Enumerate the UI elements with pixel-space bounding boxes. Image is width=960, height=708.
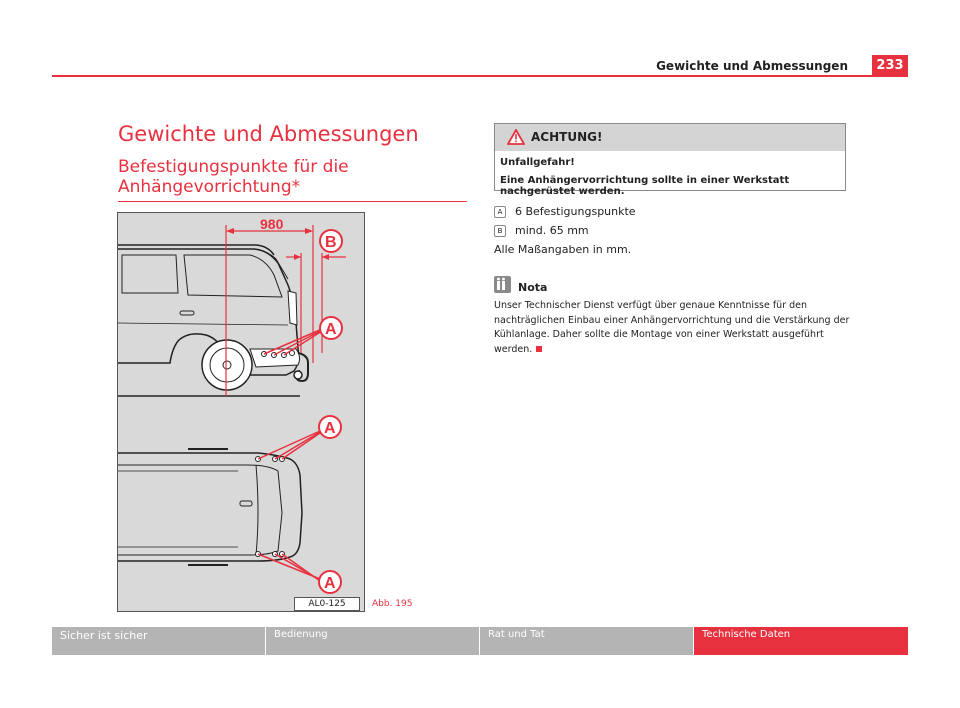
footer-tab-technische-daten[interactable]: Technische Daten [694, 627, 908, 655]
info-icon [494, 276, 511, 293]
side-window-rear [184, 255, 282, 297]
taillight [288, 291, 297, 325]
note-text: Unser Technischer Dienst verfügt über genaue Kenntnisse für den nachträglichen Einbau einer Anhängervorrichtung und die Verstärkung der Kühlanlage. Daher sollte die Montage von einer Werkstatt ausgeführt werden. [494, 300, 850, 355]
callout-a-side-label: A [325, 321, 337, 338]
legend-item-a [494, 205, 636, 218]
vehicle-diagram [117, 212, 365, 612]
header-rule [52, 75, 872, 77]
callout-a-leader [275, 432, 320, 459]
body-crease [118, 323, 288, 325]
footer-tab-sicher[interactable]: Sicher ist sicher [52, 627, 265, 655]
callout-a-leader [282, 554, 320, 581]
warning-title: ACHTUNG! [531, 130, 603, 144]
figure-caption: Abb. 195 [372, 599, 413, 609]
units-note: Alle Maßangaben in mm. [494, 243, 632, 256]
warning-box [494, 123, 846, 197]
note-body [494, 299, 854, 357]
arrowhead [294, 254, 301, 260]
arrowhead [322, 254, 329, 260]
legend-item-b [494, 224, 589, 237]
info-glyph [494, 276, 511, 293]
running-header-title: Gewichte und Abmessungen [656, 59, 848, 73]
side-window-front [122, 255, 178, 293]
footer-tab-bedienung[interactable]: Bedienung [266, 627, 479, 655]
section-heading: Gewichte und Abmessungen [118, 122, 419, 146]
callout-a-top2-label: A [324, 575, 336, 592]
footer-nav [52, 627, 908, 655]
arrowhead [226, 228, 234, 234]
rear-handle-top [240, 501, 252, 506]
legend-key-b: B [494, 225, 506, 237]
callout-a-top1-label: A [324, 420, 336, 437]
subsection-heading: Befestigungspunkte für die Anhängevorrichtung* [118, 157, 349, 197]
legend-key-a: A [494, 206, 506, 218]
warning-header [495, 124, 845, 151]
warning-line-2: Eine Anhängervorrichtung sollte in einer Werkstatt nachgerüstet werden. [500, 175, 790, 197]
roof-line [118, 245, 274, 255]
subheading-rule [118, 201, 467, 202]
figure-code: AL0-125 [294, 597, 360, 611]
page-number-badge: 233 [872, 55, 908, 77]
legend-text-b: mind. 65 mm [515, 224, 589, 237]
rear-window-edge [256, 465, 258, 555]
warning-line-1: Unfallgefahr! [500, 157, 575, 168]
tow-ball [294, 371, 302, 379]
note-title: Nota [518, 281, 548, 294]
end-mark [536, 346, 542, 352]
door-handle [180, 311, 194, 315]
vehicle-diagram-svg [118, 213, 364, 611]
warning-triangle-icon [507, 129, 525, 145]
footer-tab-rat-und-tat[interactable]: Rat und Tat [480, 627, 693, 655]
callout-b-label: B [325, 234, 337, 251]
dimension-label-980: 980 [260, 216, 284, 232]
arrowhead [305, 228, 313, 234]
legend-text-a: 6 Befestigungspunkte [515, 205, 636, 218]
